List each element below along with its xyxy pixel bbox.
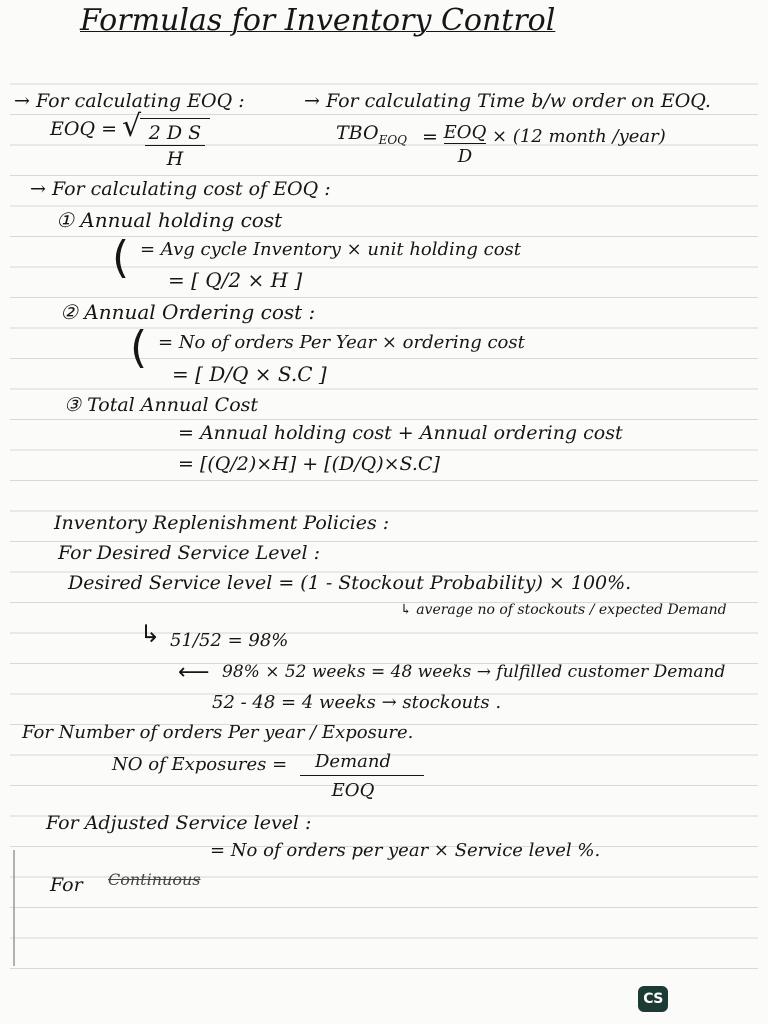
- eoq-lhs: EOQ =: [50, 118, 117, 140]
- tbo-lhs: [336, 124, 407, 146]
- tbo-heading: → For calculating Time b/w order on EOQ.: [304, 90, 711, 112]
- eoq-fraction-bar: [145, 145, 205, 146]
- total-line2: = [(Q/2)×H] + [(D/Q)×S.C]: [178, 453, 440, 475]
- camscanner-badge: CS: [638, 986, 668, 1012]
- cost-heading: → For calculating cost of EOQ :: [30, 178, 331, 200]
- desired-heading: For Desired Service Level :: [58, 542, 320, 564]
- continuous-label: For: [50, 874, 83, 896]
- weeks-line: 98% × 52 weeks = 48 weeks → fulfilled customer Demand: [222, 662, 726, 682]
- ordering-line1: = No of orders Per Year × ordering cost: [158, 332, 525, 353]
- desired-formula: Desired Service level = (1 - Stockout Probability) × 100%.: [68, 572, 632, 594]
- note-arrow-icon: ↳: [400, 602, 417, 618]
- tbo-lhs-text: TBO: [336, 122, 379, 144]
- stockouts-line: 52 - 48 = 4 weeks → stockouts .: [212, 692, 502, 713]
- adjusted-line1: = No of orders per year × Service level %.: [210, 840, 601, 861]
- eoq-denominator: H: [166, 148, 184, 170]
- exposure-heading: For Number of orders Per year / Exposure.: [22, 722, 414, 743]
- ratio-arrow-icon: ↳: [140, 620, 161, 648]
- exposure-numerator: Demand: [315, 751, 391, 772]
- tbo-denominator: D: [457, 146, 473, 167]
- page-title: Formulas for Inventory Control: [80, 3, 556, 38]
- holding-line2: = [ Q/2 × H ]: [168, 268, 303, 292]
- sqrt-bar: [140, 118, 210, 119]
- holding-brace: (: [112, 232, 130, 283]
- ratio-line: 51/52 = 98%: [170, 630, 289, 651]
- stockout-note-text: average no of stockouts / expected Demand: [416, 602, 727, 618]
- tbo-numerator: EOQ: [443, 122, 487, 143]
- ordering-brace: (: [130, 322, 148, 373]
- continuous-struck: Continuous: [108, 870, 201, 889]
- ordering-line2: = [ D/Q × S.C ]: [172, 362, 327, 386]
- tbo-tail: × (12 month /year): [492, 126, 666, 147]
- replenishment-heading: Inventory Replenishment Policies :: [54, 512, 390, 534]
- tbo-equals: =: [422, 126, 438, 148]
- eoq-numerator: 2 D S: [148, 122, 202, 144]
- holding-title: ① Annual holding cost: [56, 208, 283, 232]
- ordering-title: ② Annual Ordering cost :: [60, 300, 316, 324]
- exposure-fraction-bar: [300, 775, 424, 776]
- sqrt-symbol: √: [122, 109, 142, 144]
- eoq-heading: → For calculating EOQ :: [14, 90, 245, 112]
- weeks-arrow-icon: ⟵: [178, 660, 210, 685]
- exposure-lhs: NO of Exposures =: [112, 754, 288, 775]
- total-title: ③ Total Annual Cost: [64, 394, 259, 416]
- total-line1: = Annual holding cost + Annual ordering cost: [178, 422, 623, 444]
- tbo-lhs-subscript: EOQ: [378, 132, 408, 147]
- holding-line1: = Avg cycle Inventory × unit holding cost: [140, 239, 522, 260]
- tbo-fraction-bar: [444, 143, 486, 144]
- stockout-note: [400, 603, 727, 617]
- exposure-denominator: EOQ: [331, 780, 375, 801]
- adjusted-heading: For Adjusted Service level :: [46, 812, 312, 834]
